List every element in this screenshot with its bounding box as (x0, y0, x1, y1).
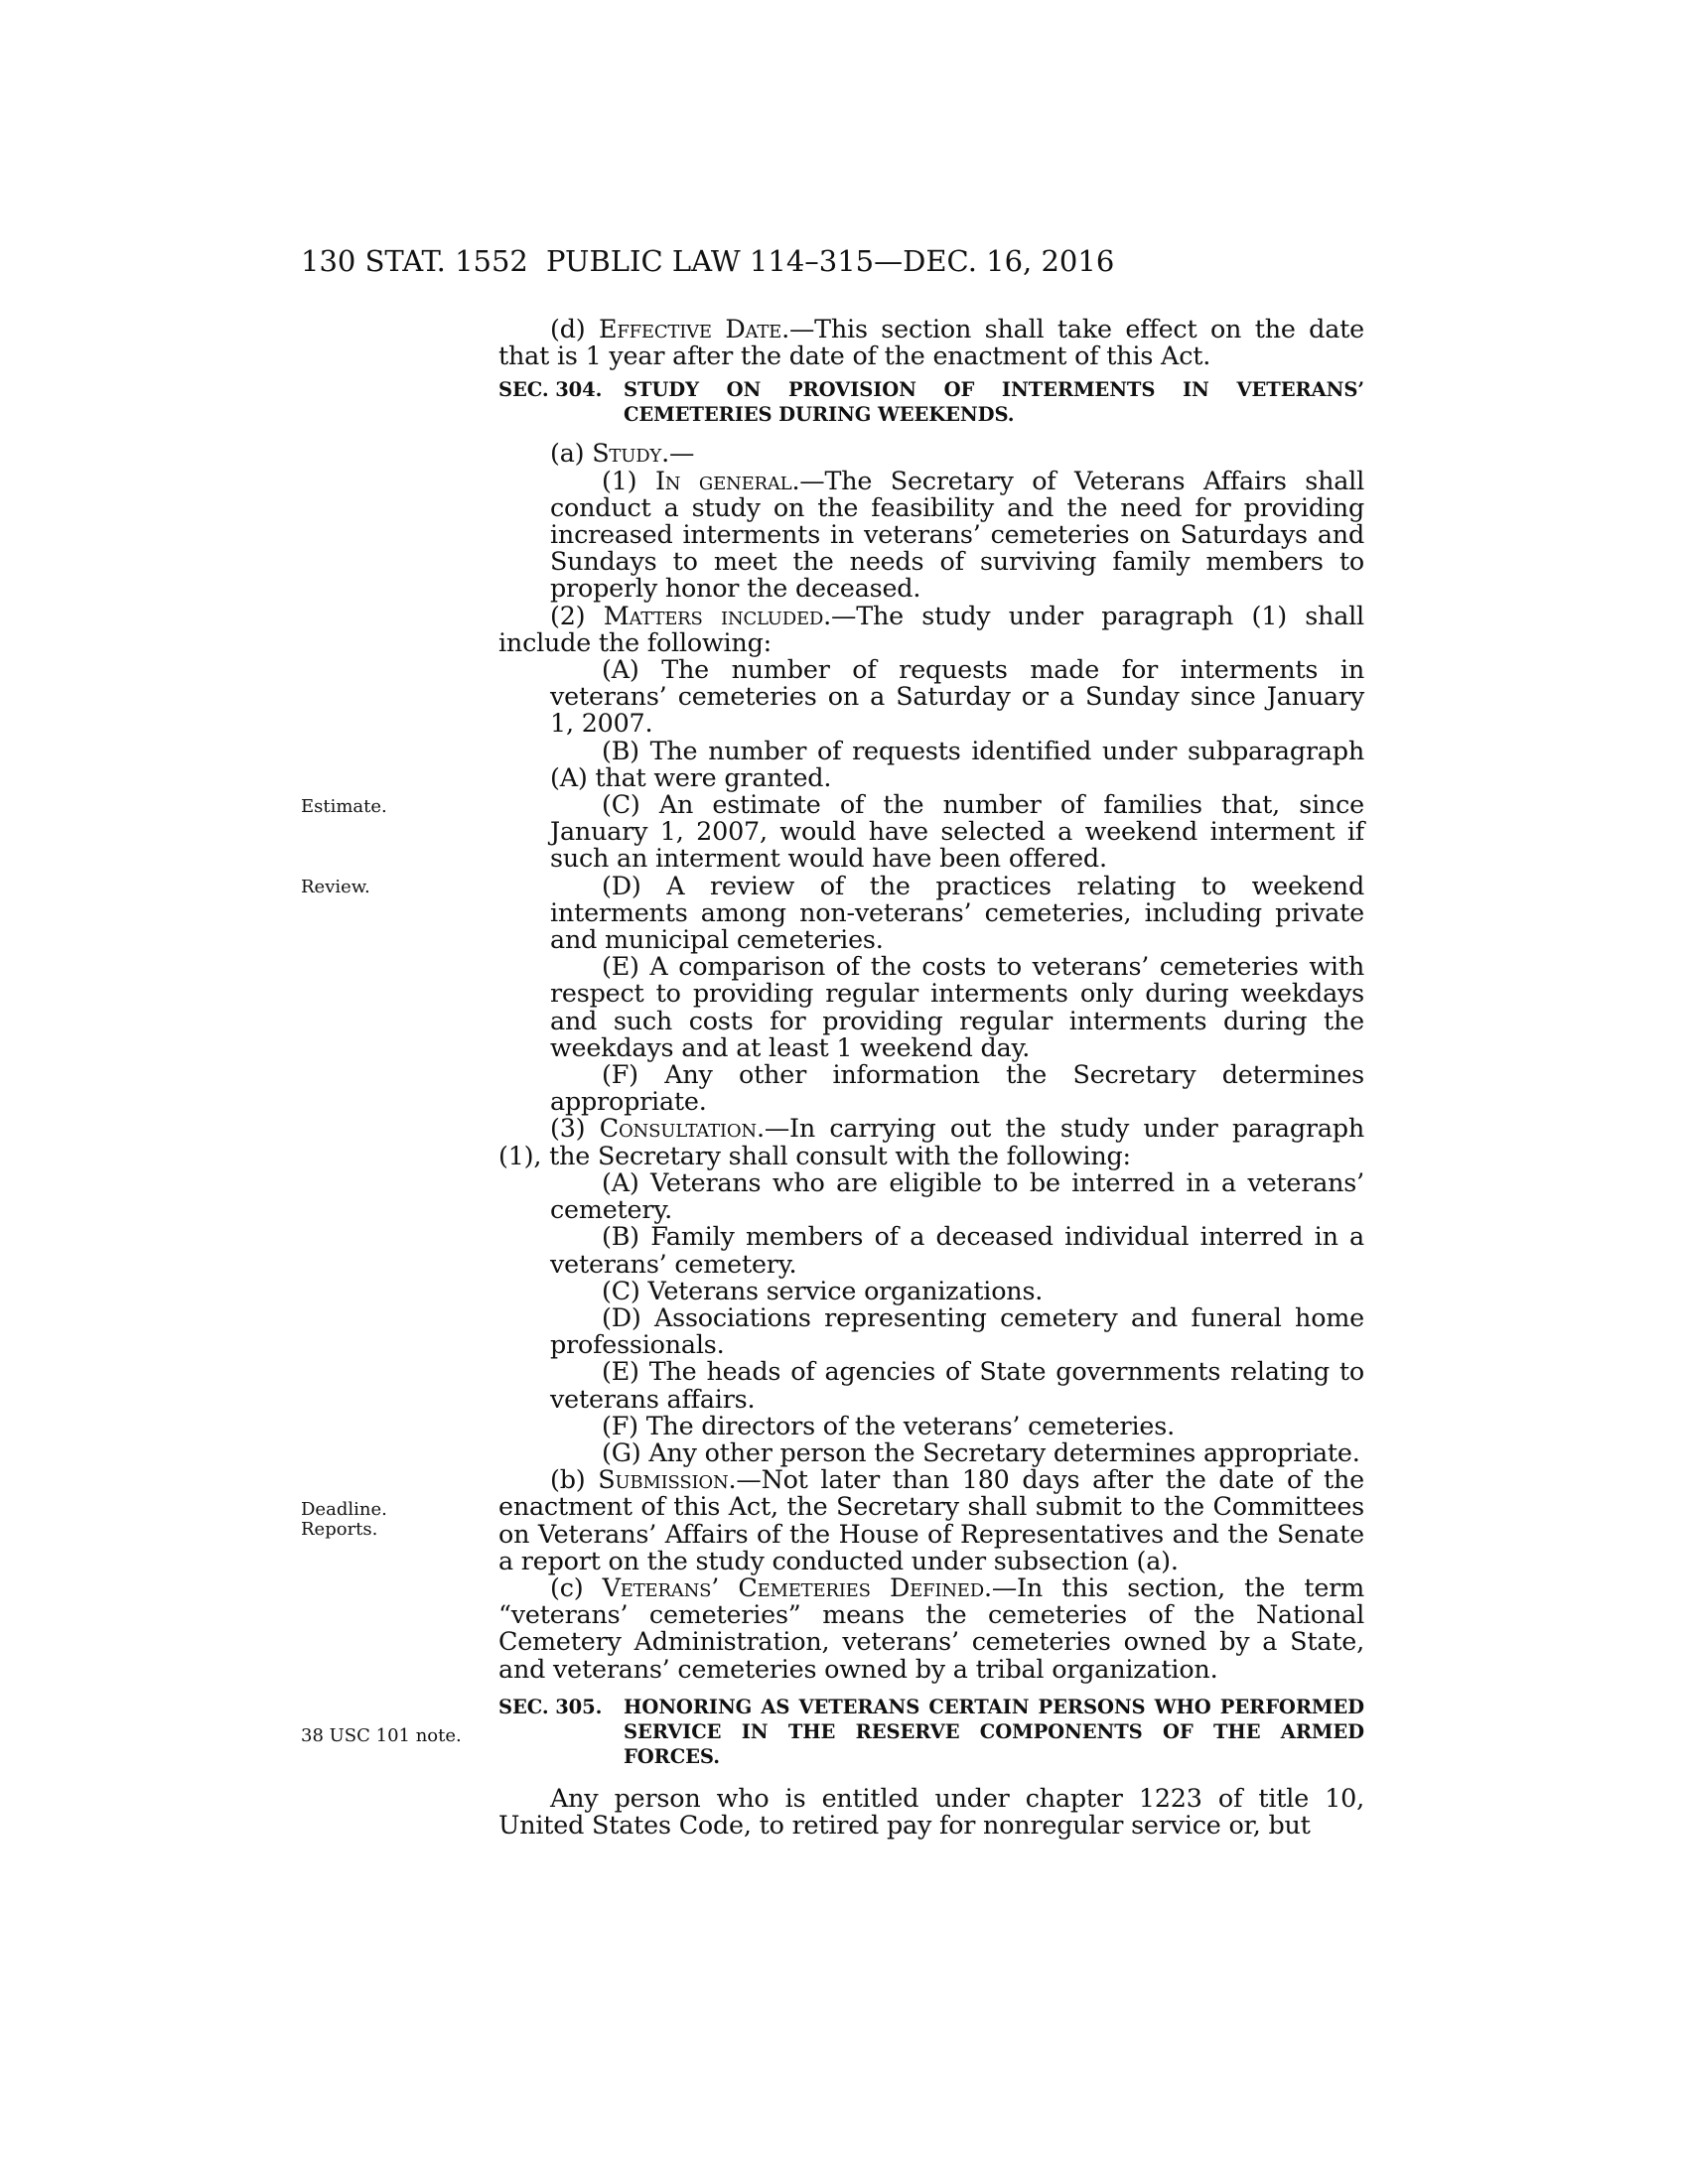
sec304-a2-matters-included: (2) Matters included.—The study under paragraph (1) shall include the following: (498, 600, 1364, 657)
sec304-heading: SEC. 304. STUDY ON PROVISION OF INTERMENTS IN VETERANS’ CEMETERIES DURING WEEKENDS. (498, 378, 1364, 427)
main-text (498, 316, 1364, 1839)
list-item-a2-E: (E) A comparison of the costs to veterans’ cemeteries with respect to providing regular interments only during weekdays and such costs for providing regular interments during the weekdays and at least 1 weekend day. (550, 951, 1364, 1062)
sec304-a-study: (a) Study.— (550, 438, 695, 469)
sec304-c-definitions: (c) Veterans’ Cemeteries Defined.—In this section, the term “veterans’ cemeteries” means the cemeteries of the National Cemetery Administration, veterans’ cemeteries owned by a State, and veterans’ cemeteries owned by a tribal organization. (498, 1571, 1364, 1684)
sec303-d-effective-date: (d) Effective Date.—This section shall take effect on the date that is 1 year after the date of the enactment of this Act. (498, 314, 1365, 371)
sec304-a3-consultation: (3) Consultation.—In carrying out the study under paragraph (1), the Secretary shall consult with the following: (498, 1113, 1364, 1170)
margin-note-usc: 38 USC 101 note. (301, 1725, 462, 1746)
stat-page-number: 130 STAT. 1552 (301, 244, 528, 278)
list-item-a3-A: (A) Veterans who are eligible to be interred in a veterans’ cemetery. (550, 1166, 1364, 1225)
sec304-b-submission: (b) Submission.—Not later than 180 days after the date of the enactment of this Act, the Secretary shall submit to the Committees on Veterans’ Affairs of the House of Representatives and the Senate a report on the study conducted under subsection (a). (498, 1464, 1364, 1575)
margin-note-deadline: Deadline. (301, 1499, 387, 1520)
sec304-a1-in-general: (1) In general.—The Secretary of Veterans Affairs shall conduct a study on the feasibility and the need for providing increased interments in veterans’ cemeteries on Saturdays and Sundays to meet the needs of surviving family members to properly honor the deceased. (550, 465, 1365, 604)
list-item-a3-E: (E) The heads of agencies of State governments relating to veterans affairs. (550, 1356, 1364, 1414)
list-item-a2-B: (B) The number of requests identified under subparagraph (A) that were granted. (550, 735, 1364, 792)
list-item-a2-C: (C) An estimate of the number of families that, since January 1, 2007, would have selected a weekend interment if such an interment would have been offered. (550, 789, 1364, 874)
public-law-title: PUBLIC LAW 114–315—DEC. 16, 2016 (546, 244, 1115, 278)
list-item-a3-B: (B) Family members of a deceased individual interred in a veterans’ cemetery. (550, 1221, 1364, 1279)
list-item-a2-A: (A) The number of requests made for interments in veterans’ cemeteries on a Saturday or a Sunday since January 1, 2007. (550, 654, 1364, 739)
list-item-a2-D: (D) A review of the practices relating to weekend interments among non-veterans’ cemeteries, including private and municipal cemeteries. (550, 870, 1364, 955)
list-item-a3-G: (G) Any other person the Secretary determines appropriate. (602, 1436, 1360, 1467)
sec305-body: Any person who is entitled under chapter 1223 of title 10, United States Code, to retired pay for nonregular service or, but (498, 1782, 1364, 1840)
list-item-a2-F: (F) Any other information the Secretary determines appropriate. (550, 1059, 1364, 1117)
list-item-a3-C: (C) Veterans service organizations. (602, 1275, 1044, 1305)
sec305-heading: SEC. 305. HONORING AS VETERANS CERTAIN PERSONS WHO PERFORMED SERVICE IN THE RESERVE COMPONENTS OF THE ARMED FORCES. (498, 1695, 1364, 1768)
page-header (0, 244, 1688, 284)
margin-note-reports: Reports. (301, 1519, 378, 1540)
margin-note-estimate: Estimate. (301, 796, 387, 817)
list-item-a3-D: (D) Associations representing cemetery and funeral home professionals. (550, 1301, 1364, 1360)
list-item-a3-F: (F) The directors of the veterans’ cemeteries. (602, 1410, 1175, 1440)
margin-note-review: Review. (301, 877, 370, 897)
